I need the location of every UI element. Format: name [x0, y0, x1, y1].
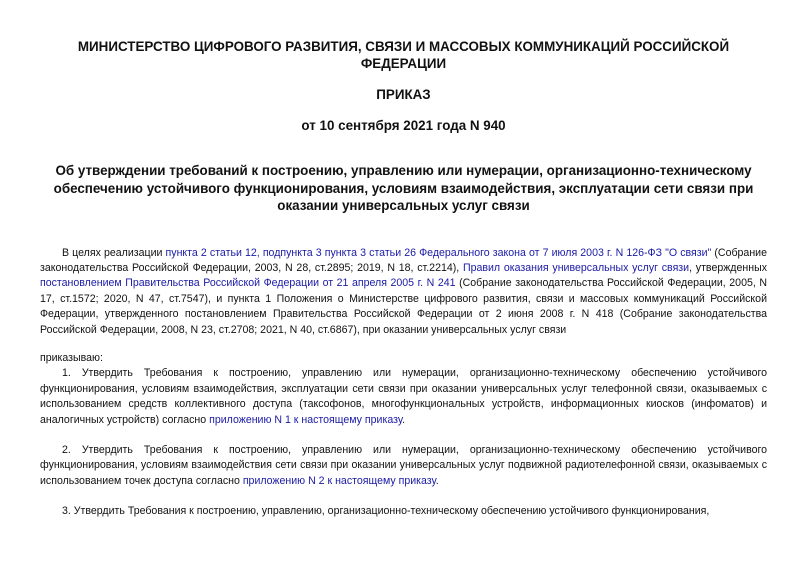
intro-text-2: (Собрание законодательства Российской Федерации, 2003, N 28, ст.2895; 2019, N 18, ст.2214), [40, 246, 767, 274]
order-item-2 [40, 443, 767, 489]
appendix-2-link[interactable]: приложению N 2 к настоящему приказу [242, 474, 436, 487]
item-2-end: . [435, 474, 439, 487]
ministry-heading: МИНИСТЕРСТВО ЦИФРОВОГО РАЗВИТИЯ, СВЯЗИ И МАССОВЫХ КОММУНИКАЦИЙ РОССИЙСКОЙ ФЕДЕРАЦИИ [77, 39, 730, 71]
item-1-text: 1. Утвердить Требования к построению, управлению или нумерации, организационно-техническому обеспечению устойчивого функционирования, условиям взаимодействия, эксплуатации сети связи при оказании универсальных услуг телефонной связи, оказываемых с использованием средств коллективного доступа (таксофонов, многофункциональных устройств, информационных киосков (инфоматов) и аналогичных устройств) согласно [40, 367, 767, 426]
document-type: ПРИКАЗ [376, 87, 431, 102]
item-3-text: 3. Утвердить Требования к построению, управлению, организационно-техническому обеспечению устойчивого функционирования, [62, 505, 710, 518]
order-date-number: от 10 сентября 2021 года N 940 [301, 118, 506, 133]
order-item-3 [40, 504, 767, 519]
intro-text-3: , утвержденных [689, 261, 767, 274]
document [40, 30, 767, 520]
intro-text-1: В целях реализации [62, 246, 166, 259]
rules-link[interactable]: Правил оказания универсальных услуг связи [462, 261, 690, 274]
intro-paragraph [40, 246, 767, 338]
order-item-1 [40, 366, 767, 428]
orders-word: приказываю: [40, 351, 103, 364]
item-1-end: . [402, 413, 406, 426]
law-link[interactable]: пункта 2 статьи 12, подпункта 3 пункта 3 статьи 26 Федерального закона от 7 июля 2003 г. N 126-ФЗ "О связи" [165, 246, 712, 259]
appendix-1-link[interactable]: приложению N 1 к настоящему приказу [209, 413, 403, 426]
intro-text-4: (Собрание законодательства Российской Федерации, 2005, N 17, ст.1572; 2020, N 47, ст.7547), и пункта 1 Положения о Министерстве цифрового развития, связи и массовых коммуникаций Российской Федерации, утвержденного постановлением Правительства Российской Федерации от 2 июня 2008 г. N 418 (Собрание законодательства Российской Федерации, 2008, N 23, ст.2708; 2021, N 40, ст.6867), при оказании универсальных услуг связи [40, 277, 767, 336]
order-subject: Об утверждении требований к построению, управлению или нумерации, организационно-техническому обеспечению устойчивого функционирования, условиям взаимодействия, эксплуатации сети связи при оказании универсальных услуг связи [53, 163, 754, 213]
resolution-link[interactable]: постановлением Правительства Российской Федерации от 21 апреля 2005 г. N 241 [40, 277, 456, 290]
item-2-text: 2. Утвердить Требования к построению, управлению или нумерации, организационно-техническому обеспечению устойчивого функционирования, условиям взаимодействия сети связи при оказании универсальных услуг подвижной радиотелефонной связи, оказываемых с использованием точек доступа согласно [40, 443, 767, 487]
